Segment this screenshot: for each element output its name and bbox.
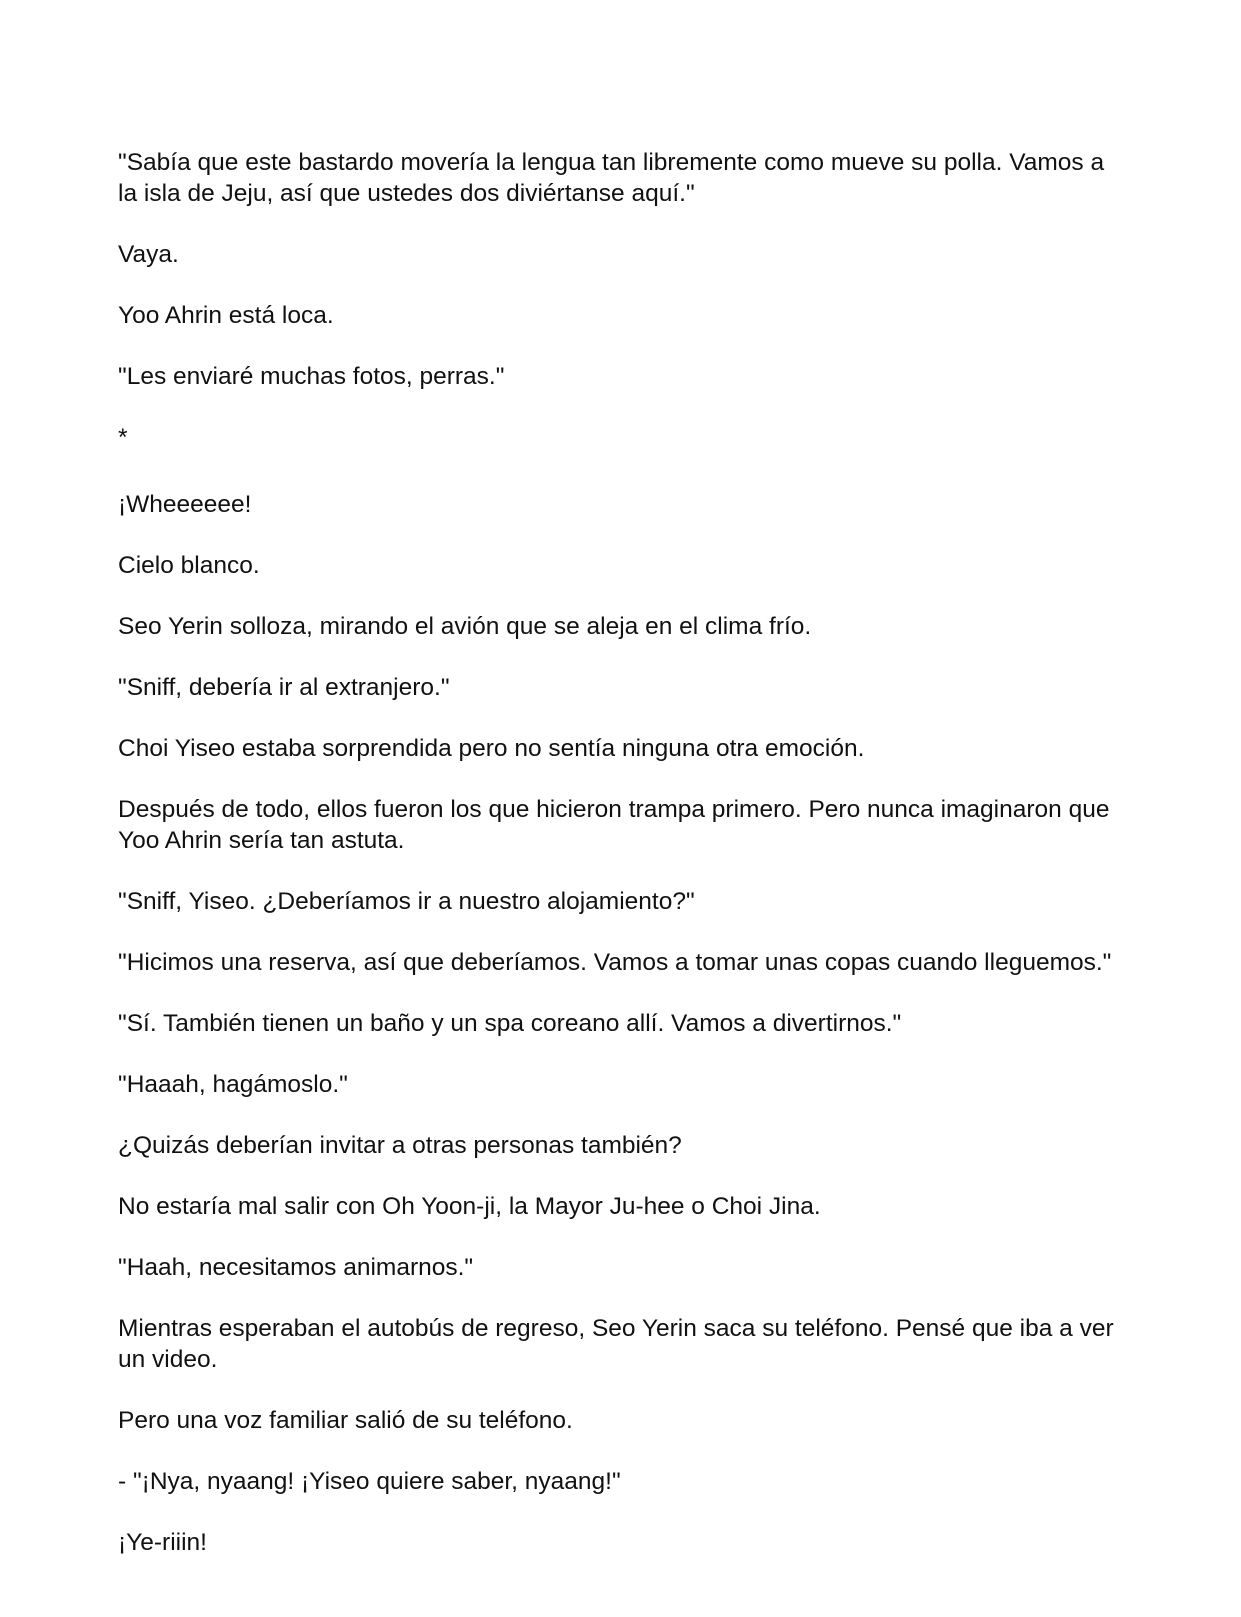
paragraph: ¡Ye-riiin! (118, 1529, 207, 1556)
paragraph: "Les enviaré muchas fotos, perras." (118, 363, 505, 390)
paragraph: No estaría mal salir con Oh Yoon-ji, la Mayor Ju-hee o Choi Jina. (118, 1193, 821, 1220)
paragraph: Cielo blanco. (118, 552, 260, 579)
paragraph: Mientras esperaban el autobús de regreso, Seo Yerin saca su teléfono. Pensé que iba a ver un video. (118, 1315, 1114, 1373)
paragraph: "Haah, necesitamos animarnos." (118, 1254, 474, 1281)
paragraph: "Hicimos una reserva, así que deberíamos. Vamos a tomar unas copas cuando lleguemos." (118, 949, 1112, 976)
paragraph: Después de todo, ellos fueron los que hicieron trampa primero. Pero nunca imaginaron que Yoo Ahrin sería tan astuta. (118, 796, 1110, 854)
paragraph: - "¡Nya, nyaang! ¡Yiseo quiere saber, nyaang!" (118, 1468, 621, 1495)
paragraph: "Haaah, hagámoslo." (118, 1071, 348, 1098)
paragraph: Seo Yerin solloza, mirando el avión que se aleja en el clima frío. (118, 613, 812, 640)
paragraph: Choi Yiseo estaba sorprendida pero no sentía ninguna otra emoción. (118, 735, 865, 762)
paragraph: "Sniff, debería ir al extranjero." (118, 674, 450, 701)
paragraph: ¿Quizás deberían invitar a otras personas también? (118, 1132, 682, 1159)
paragraph: Vaya. (118, 241, 179, 268)
paragraph: Yoo Ahrin está loca. (118, 302, 334, 329)
paragraph: "Sniff, Yiseo. ¿Deberíamos ir a nuestro alojamiento?" (118, 888, 695, 915)
paragraph: "Sabía que este bastardo movería la lengua tan libremente como mueve su polla. Vamos a la isla de Jeju, así que ustedes dos diviértanse aquí." (118, 149, 1105, 207)
scene-separator: * (118, 424, 128, 451)
document-body (118, 147, 1123, 1588)
paragraph: "Sí. También tienen un baño y un spa coreano allí. Vamos a divertirnos." (118, 1010, 902, 1037)
paragraph: ¡Wheeeeee! (118, 491, 252, 518)
paragraph: Pero una voz familiar salió de su teléfono. (118, 1407, 573, 1434)
